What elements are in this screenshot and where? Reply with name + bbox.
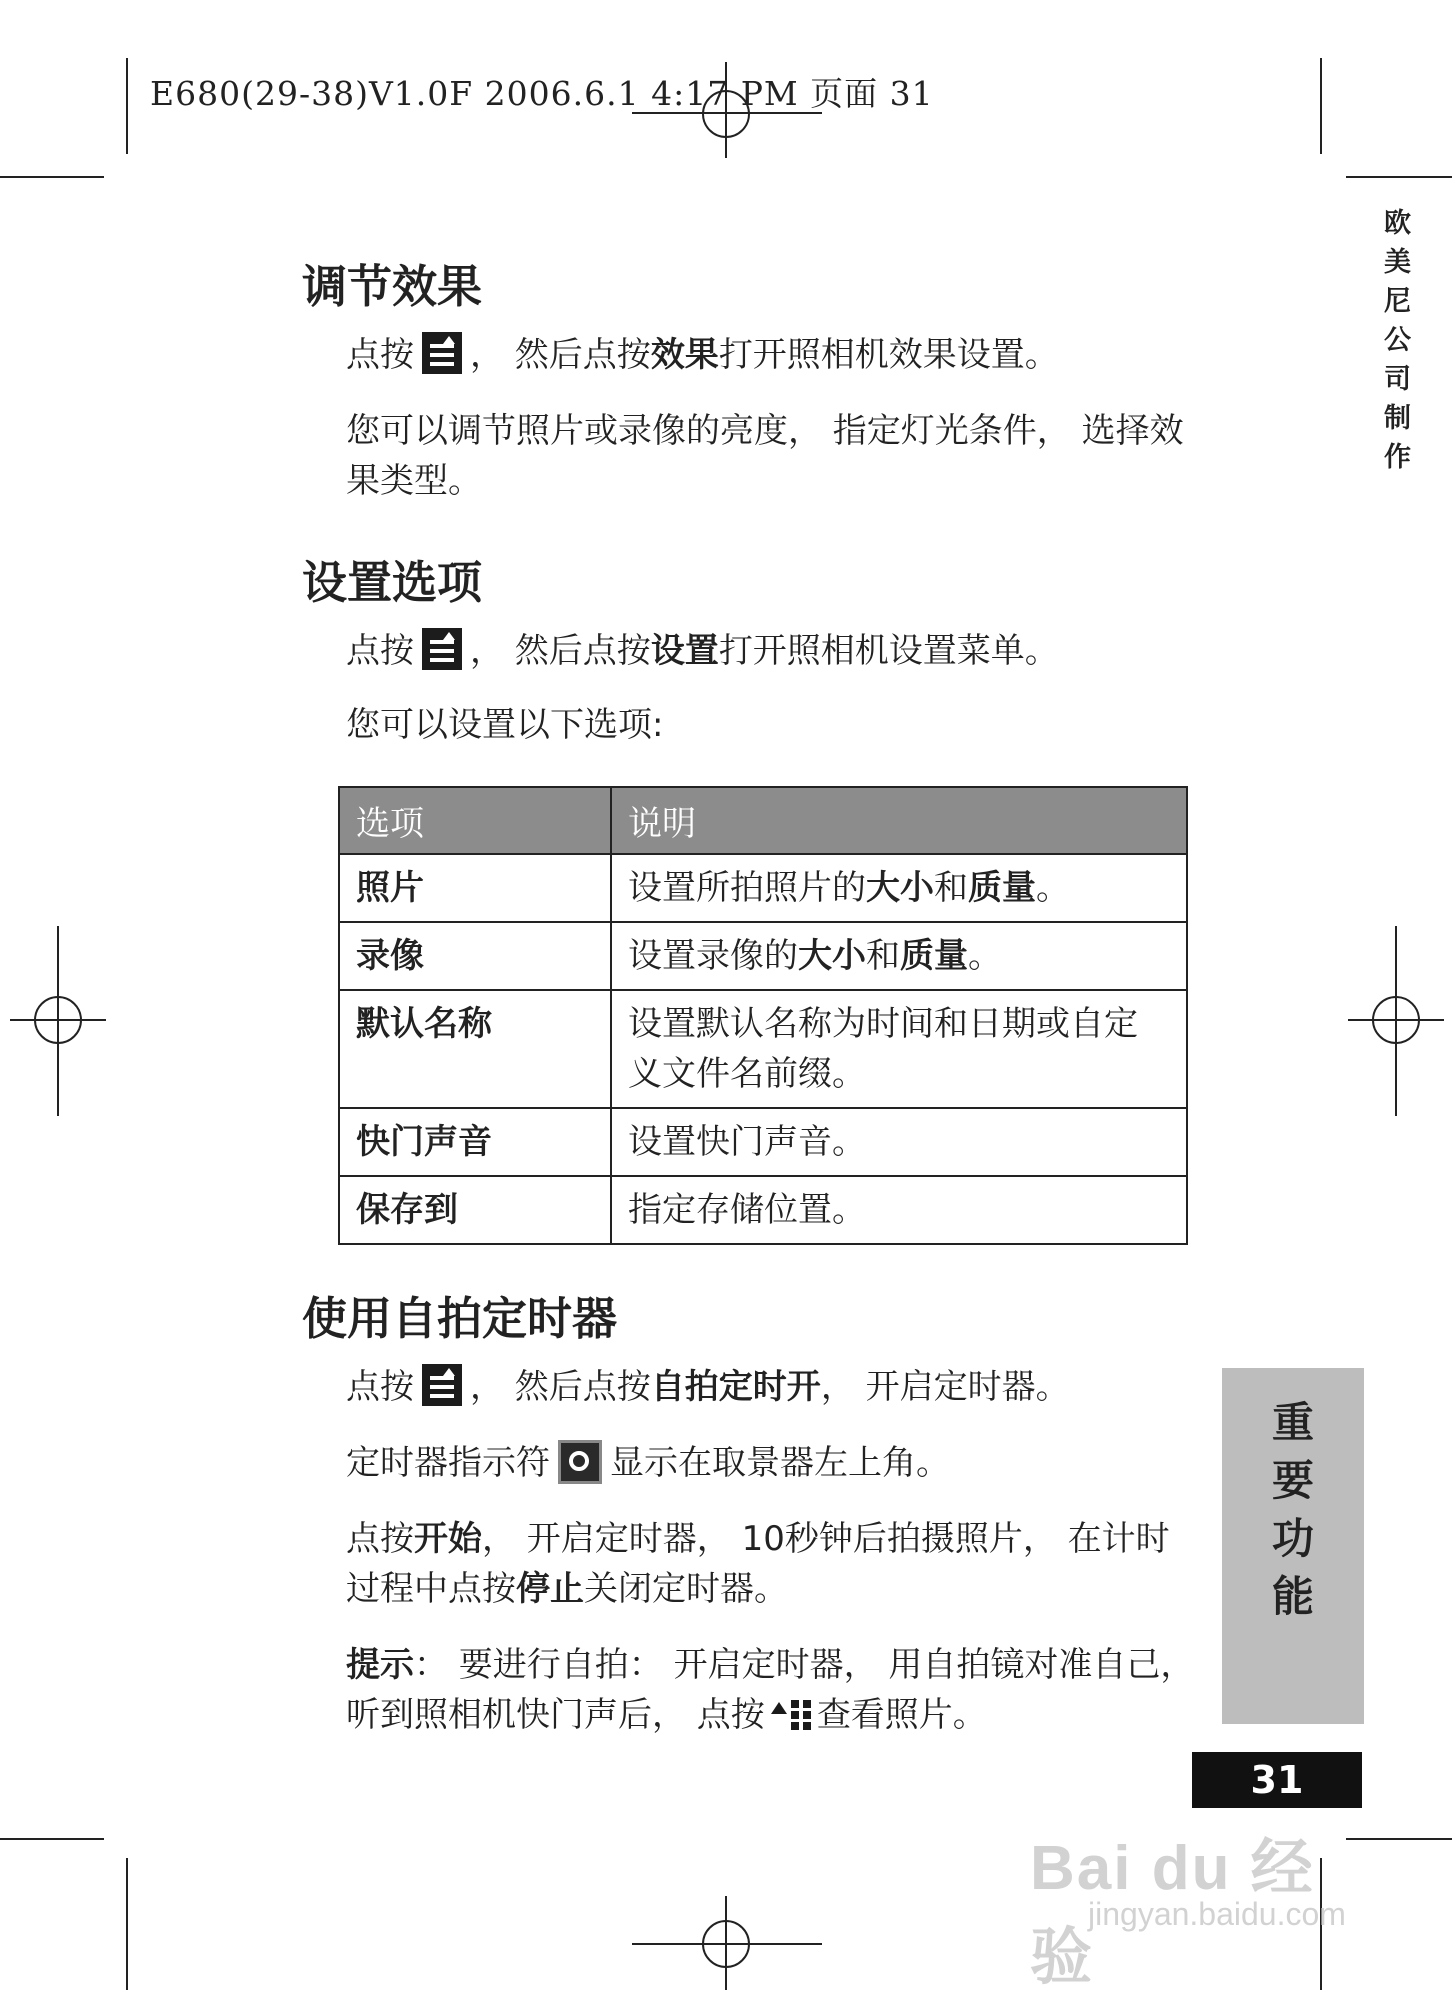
tap-menu-icon xyxy=(422,1364,462,1406)
registration-line xyxy=(632,1943,822,1945)
self-timer-tip: 提示： 要进行自拍： 开启定时器， 用自拍镜对准自己， 听到照相机快门声后， 点按 查看照片。 xyxy=(346,1645,1195,1735)
crop-mark xyxy=(126,58,128,154)
crop-mark xyxy=(0,1838,104,1840)
crop-mark xyxy=(1320,58,1322,154)
option-description: 设置所拍照片的大小和质量。 xyxy=(611,854,1187,922)
settings-options-table xyxy=(338,786,1188,1245)
crop-mark xyxy=(1346,176,1452,178)
tip-label: 提示 xyxy=(346,1645,414,1685)
table-header-row xyxy=(339,787,1187,854)
option-description: 设置快门声音。 xyxy=(611,1108,1187,1176)
table-row xyxy=(339,1176,1187,1244)
page-number: 31 xyxy=(1192,1752,1362,1808)
baidu-jingyan-watermark xyxy=(1030,1818,1370,1992)
section-title-self-timer: 使用自拍定时器 xyxy=(302,1292,618,1345)
watermark-brand: Bai du 经验 xyxy=(1030,1834,1315,1992)
option-description: 指定存储位置。 xyxy=(611,1176,1187,1244)
option-name: 录像 xyxy=(339,922,611,990)
registration-line xyxy=(1395,926,1397,1116)
crop-mark xyxy=(126,1858,128,1990)
print-header: E680(29-38)V1.0F 2006.6.1 4:17 PM 页面 31 xyxy=(150,74,934,113)
timer-instruction: 点按 ， 然后点按自拍定时开， 开启定时器。 xyxy=(346,1362,1196,1412)
section-title-effects: 调节效果 xyxy=(302,260,483,313)
timer-indicator-text: 定时器指示符 显示在取景器左上角。 xyxy=(346,1438,1196,1488)
table-row xyxy=(339,1108,1187,1176)
option-name: 默认名称 xyxy=(339,990,611,1108)
registration-line xyxy=(1348,1019,1444,1021)
settings-instruction: 点按 ， 然后点按设置打开照相机设置菜单。 xyxy=(346,626,1196,676)
column-header-description: 说明 xyxy=(611,787,1187,854)
option-name: 照片 xyxy=(339,854,611,922)
table-row xyxy=(339,990,1187,1108)
option-description: 设置默认名称为时间和日期或自定义文件名前缀。 xyxy=(611,990,1187,1108)
option-description: 设置录像的大小和质量。 xyxy=(611,922,1187,990)
column-header-option: 选项 xyxy=(339,787,611,854)
settings-description: 您可以设置以下选项: xyxy=(346,705,664,745)
effects-instruction: 点按 ， 然后点按效果打开照相机效果设置。 xyxy=(346,330,1196,380)
gallery-icon xyxy=(771,1698,811,1732)
section-title-settings: 设置选项 xyxy=(302,556,483,609)
tap-menu-icon xyxy=(422,628,462,670)
option-name: 快门声音 xyxy=(339,1108,611,1176)
timer-start-stop-text: 点按开始， 开启定时器， 10秒钟后拍摄照片， 在计时过程中点按停止关闭定时器。 xyxy=(346,1519,1170,1609)
timer-indicator-icon xyxy=(558,1440,602,1484)
publisher-vertical-text: 欧美尼公司制作 xyxy=(1379,208,1410,481)
registration-line xyxy=(10,1019,106,1021)
registration-line xyxy=(57,926,59,1116)
crop-mark xyxy=(0,176,104,178)
table-row xyxy=(339,854,1187,922)
watermark-url: jingyan.baidu.com xyxy=(1088,1896,1346,1932)
effects-description: 您可以调节照片或录像的亮度， 指定灯光条件， 选择效果类型。 xyxy=(346,411,1184,501)
chapter-tab-label: 重要功能 xyxy=(1271,1398,1314,1621)
table-row xyxy=(339,922,1187,990)
chapter-tab xyxy=(1222,1368,1364,1724)
tap-menu-icon xyxy=(422,332,462,374)
option-name: 保存到 xyxy=(339,1176,611,1244)
